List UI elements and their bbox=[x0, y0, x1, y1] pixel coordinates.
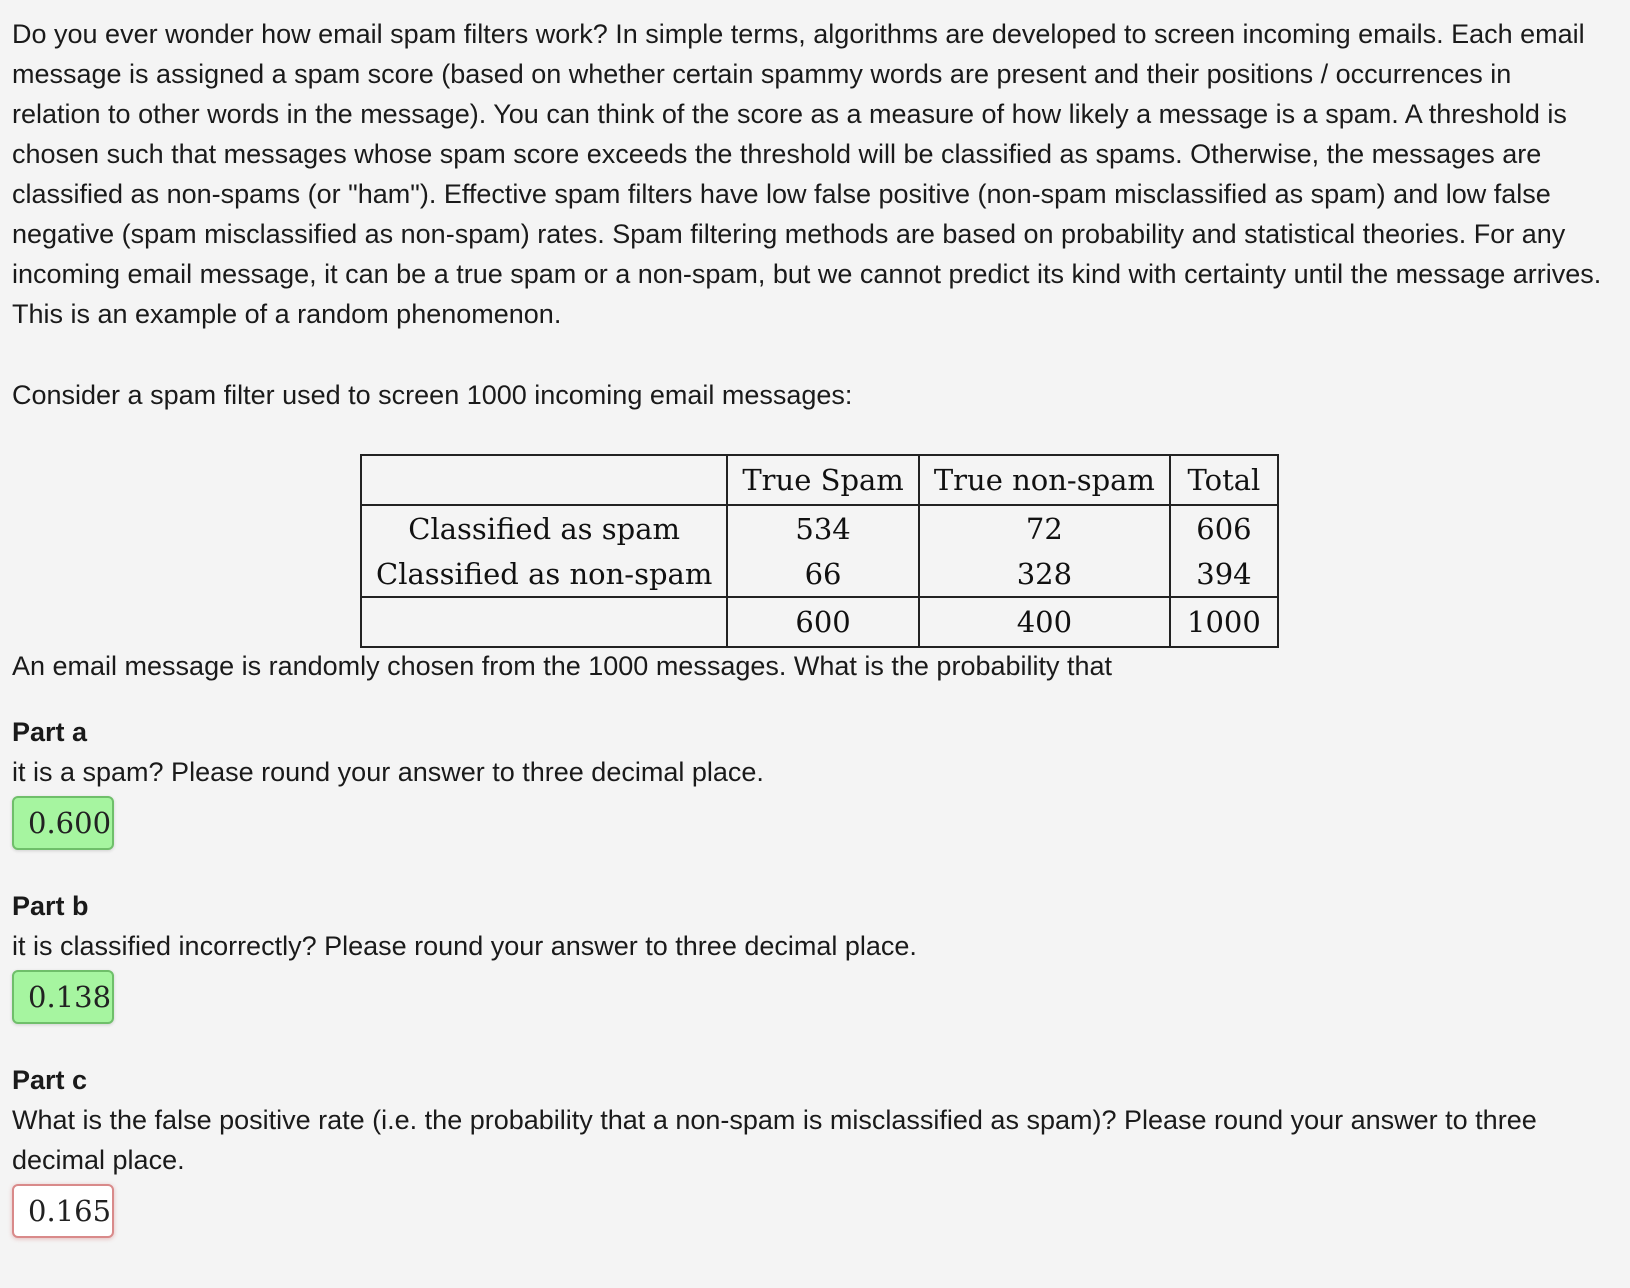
part-a bbox=[12, 712, 1612, 850]
table-cell bbox=[361, 597, 727, 647]
table-header-cell: True non-spam bbox=[919, 455, 1170, 505]
table-header-row bbox=[361, 455, 1278, 505]
table-cell: 72 bbox=[919, 505, 1170, 551]
part-prompt: What is the false positive rate (i.e. the probability that a non-spam is misclassified as spam)? Please round your answer to three decimal place. bbox=[12, 1105, 1537, 1175]
table-row bbox=[361, 551, 1278, 597]
question-text: An email message is randomly chosen from the 1000 messages. What is the probability that bbox=[12, 651, 1113, 681]
table-cell: 600 bbox=[727, 597, 918, 647]
table-cell: 328 bbox=[919, 551, 1170, 597]
consider-text: Consider a spam filter used to screen 1000 incoming email messages: bbox=[12, 380, 853, 410]
answer-field-part-c[interactable]: 0.165 bbox=[12, 1184, 114, 1238]
intro-paragraph: Do you ever wonder how email spam filters work? In simple terms, algorithms are developed to screen incoming emails. Each email message is assigned a spam score (based on whether certain spammy words are present and their positions / occurrences in relation to other words in the message). You can think of the score as a measure of how likely a message is a spam. A threshold is chosen such that messages whose spam score exceeds the threshold will be classified as spams. Otherwise, the messages are classified as non-spams (or "ham"). Effective spam filters have low false positive (non-spam misclassified as spam) and low false negative (spam misclassified as non-spam) rates. Spam filtering methods are based on probability and statistical theories. For any incoming email message, it can be a true spam or a non-spam, but we cannot predict its kind with certainty until the message arrives. This is an example of a random phenomenon. bbox=[12, 19, 1602, 329]
table-totals-row bbox=[361, 597, 1278, 647]
table-header-cell: Total bbox=[1170, 455, 1278, 505]
table-cell: 400 bbox=[919, 597, 1170, 647]
part-title: Part a bbox=[12, 717, 88, 747]
part-c bbox=[12, 1060, 1612, 1238]
table-cell: 1000 bbox=[1170, 597, 1278, 647]
part-title: Part b bbox=[12, 891, 89, 921]
table-cell: 606 bbox=[1170, 505, 1278, 551]
answer-field-part-b[interactable]: 0.138 bbox=[12, 970, 114, 1024]
part-prompt: it is classified incorrectly? Please round your answer to three decimal place. bbox=[12, 931, 917, 961]
part-b bbox=[12, 886, 1612, 1024]
table-row bbox=[361, 505, 1278, 551]
answer-field-part-a[interactable]: 0.600 bbox=[12, 796, 114, 850]
table-row-label: Classified as spam bbox=[361, 505, 727, 551]
table-header-cell bbox=[361, 455, 727, 505]
table-cell: 394 bbox=[1170, 551, 1278, 597]
part-title: Part c bbox=[12, 1065, 88, 1095]
part-prompt: it is a spam? Please round your answer to three decimal place. bbox=[12, 757, 764, 787]
table-row-label: Classified as non-spam bbox=[361, 551, 727, 597]
table-cell: 66 bbox=[727, 551, 918, 597]
contingency-table-wrap bbox=[360, 454, 1279, 648]
contingency-table bbox=[360, 454, 1279, 648]
table-cell: 534 bbox=[727, 505, 918, 551]
table-header-cell: True Spam bbox=[727, 455, 918, 505]
